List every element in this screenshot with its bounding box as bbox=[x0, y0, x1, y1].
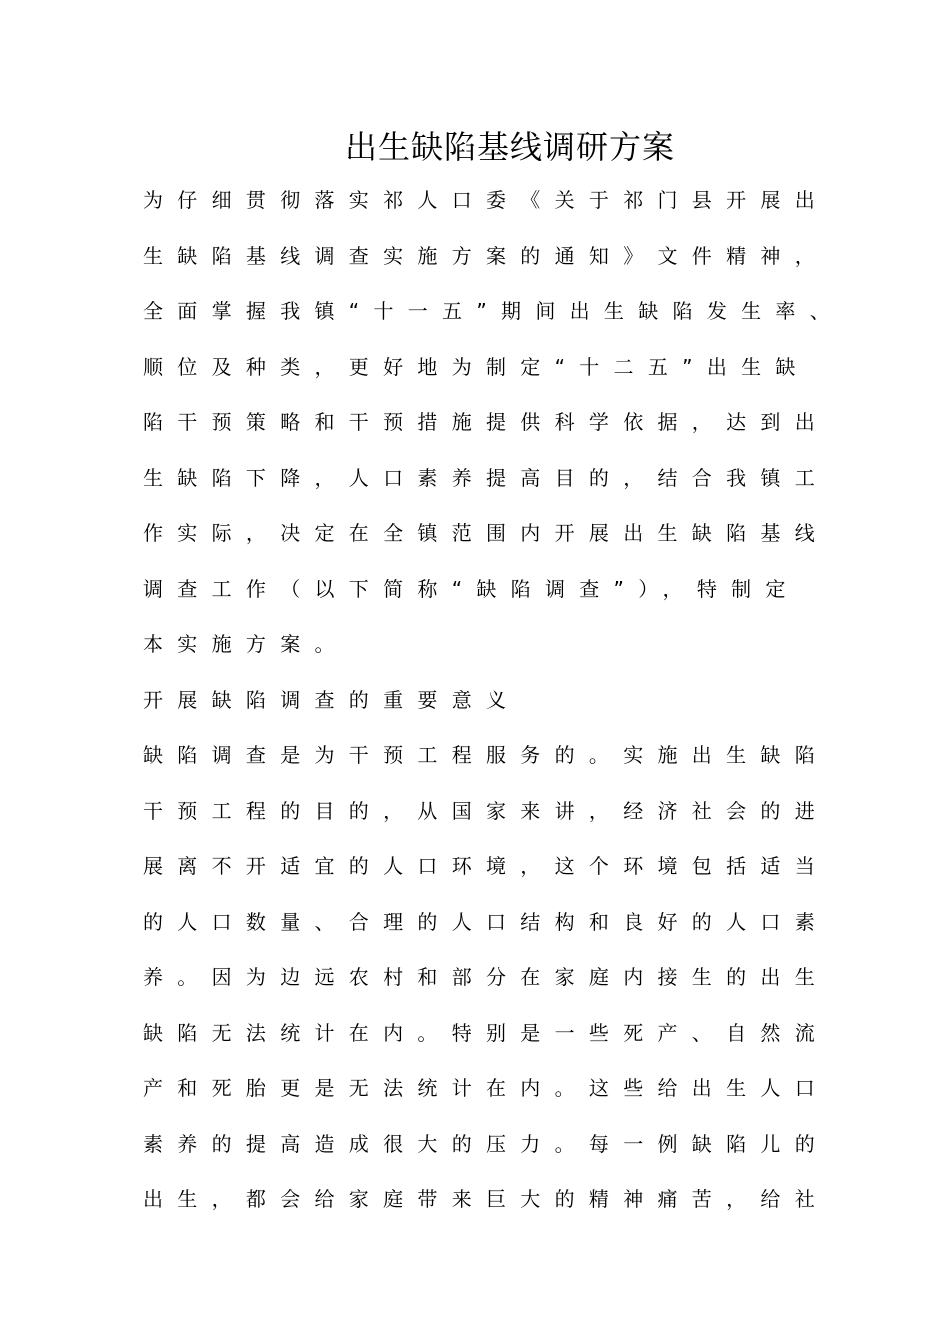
text-line: 本实施方案。 bbox=[143, 632, 349, 656]
text-line: 顺位及种类，更好地为制定“十二五”出生缺 bbox=[143, 354, 810, 379]
text-line: 调查工作（以下简称“缺陷调查”），特制定 bbox=[143, 576, 800, 601]
document-title: 出生缺陷基线调研方案 bbox=[344, 128, 675, 166]
text-line: 的人口数量、合理的人口结构和良好的人口素 bbox=[143, 909, 829, 934]
document-body bbox=[143, 182, 843, 1237]
text-line: 全面掌握我镇“十一五”期间出生缺陷发生率、 bbox=[143, 299, 845, 323]
text-line: 缺陷调查是为干预工程服务的。实施出生缺陷 bbox=[143, 743, 829, 767]
section-heading: 开展缺陷调查的重要意义 bbox=[143, 687, 521, 712]
text-line: 素养的提高造成很大的压力。每一例缺陷儿的 bbox=[143, 1131, 829, 1156]
text-line: 缺陷无法统计在内。特别是一些死产、自然流 bbox=[143, 1020, 829, 1045]
text-line: 生缺陷基线调查实施方案的通知》文件精神， bbox=[143, 243, 829, 268]
text-line: 作实际，决定在全镇范围内开展出生缺陷基线 bbox=[143, 521, 829, 545]
text-line: 生缺陷下降，人口素养提高目的，结合我镇工 bbox=[143, 465, 829, 490]
text-line: 养。因为边远农村和部分在家庭内接生的出生 bbox=[143, 965, 829, 989]
text-line: 展离不开适宜的人口环境，这个环境包括适当 bbox=[143, 854, 829, 878]
text-line: 为仔细贯彻落实祁人口委《关于祁门县开展出 bbox=[143, 188, 829, 212]
text-line: 产和死胎更是无法统计在内。这些给出生人口 bbox=[143, 1076, 829, 1100]
text-line: 干预工程的目的，从国家来讲，经济社会的进 bbox=[143, 798, 829, 823]
text-line: 陷干预策略和干预措施提供科学依据，达到出 bbox=[143, 410, 829, 434]
text-line: 出生，都会给家庭带来巨大的精神痛苦，给社 bbox=[143, 1187, 829, 1211]
